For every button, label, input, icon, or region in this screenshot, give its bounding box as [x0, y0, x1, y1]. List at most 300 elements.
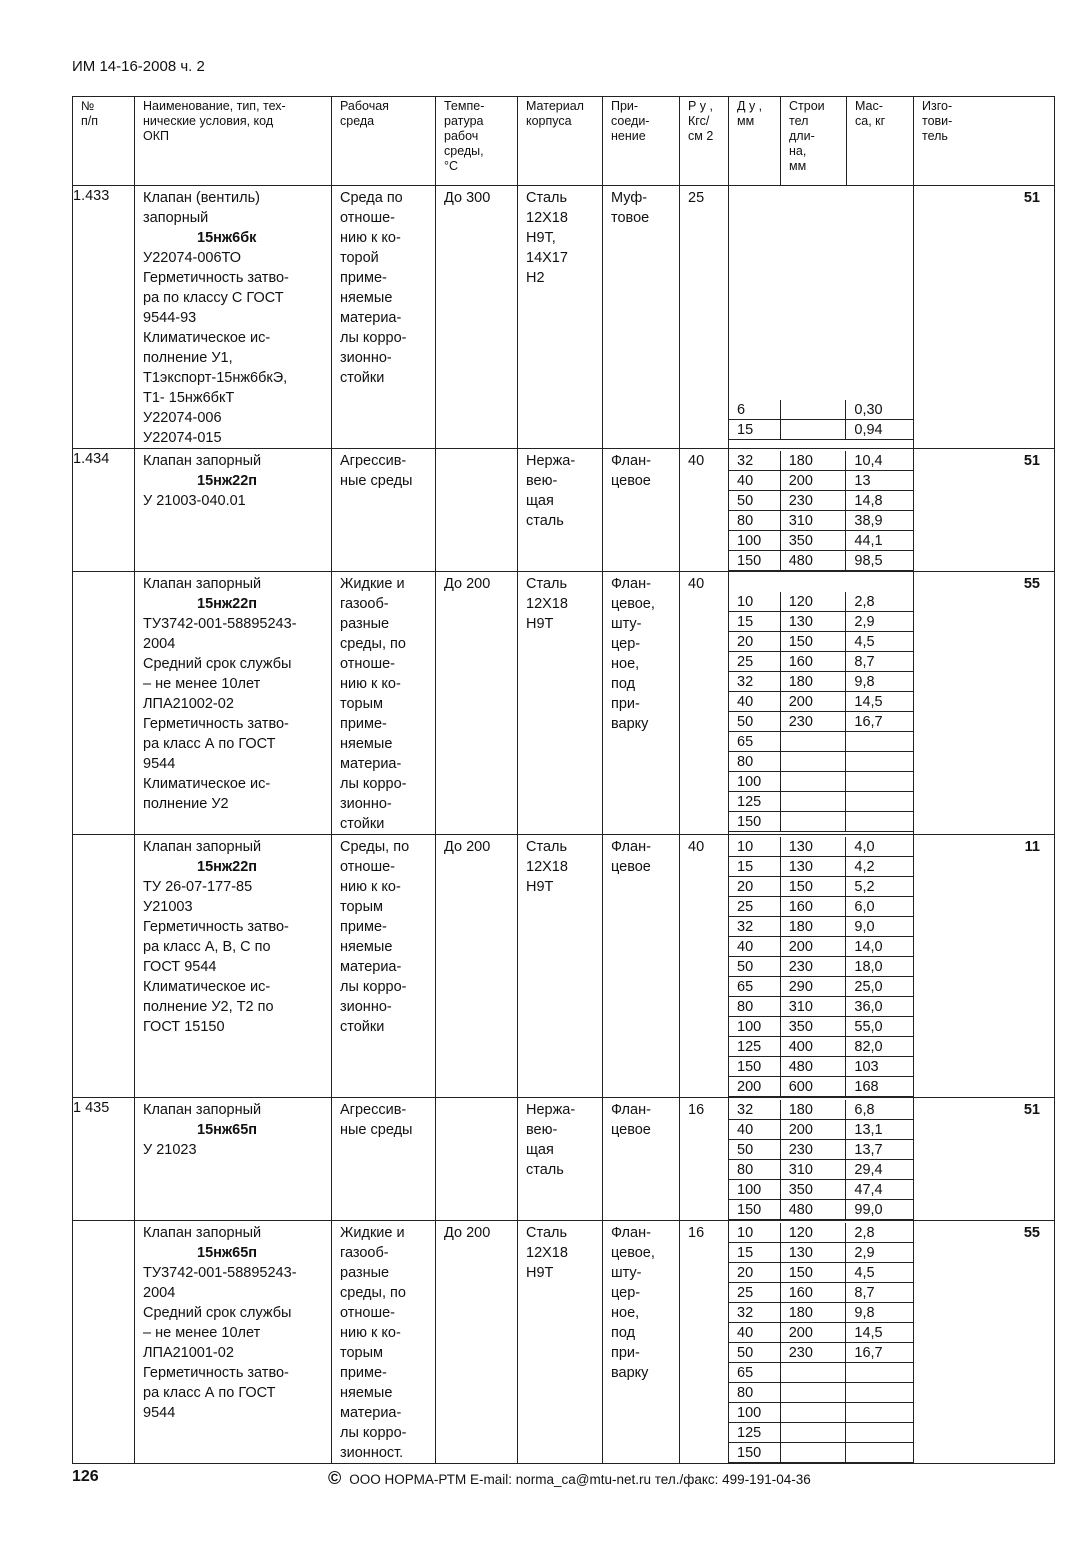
size-mass: [846, 752, 913, 772]
size-dy: 15: [729, 420, 781, 440]
size-dy: 100: [729, 772, 781, 792]
row-name-pre: Клапан запорный: [143, 1102, 262, 1118]
size-row: [729, 531, 913, 551]
size-length: 150: [781, 1263, 847, 1283]
size-length: 310: [781, 1160, 847, 1180]
row-number-cell: [73, 186, 135, 449]
row-sizes-cell: [729, 572, 914, 835]
size-mass: [846, 1443, 913, 1463]
row-manufacturer: 55: [1023, 1225, 1040, 1241]
size-row: [729, 1263, 913, 1283]
size-length: 200: [781, 1323, 847, 1343]
row-manufacturer-cell: [914, 835, 1055, 1098]
size-length: 180: [781, 672, 847, 692]
row-temp-cell: [436, 449, 518, 572]
row-name: [135, 835, 331, 1037]
row-number-cell: [73, 1221, 135, 1464]
size-dy: 20: [729, 1263, 781, 1283]
size-mass: 25,0: [846, 977, 913, 997]
size-row: [729, 592, 913, 612]
row-temp-cell: [436, 835, 518, 1098]
size-row: [729, 1017, 913, 1037]
document-code: ИМ 14-16-2008 ч. 2: [72, 58, 205, 75]
row-material: Сталь 12Х18 Н9Т: [526, 576, 568, 632]
size-dy: 50: [729, 491, 781, 511]
row-py: 40: [688, 453, 705, 469]
size-mass: 2,8: [846, 1223, 913, 1243]
row-connection: Муф- товое: [611, 190, 650, 226]
row-py-cell: [680, 1221, 729, 1464]
size-row: [729, 897, 913, 917]
size-length: [781, 1443, 847, 1463]
table-header-row: [73, 97, 1055, 186]
size-dy: 100: [729, 1403, 781, 1423]
row-py-cell: [680, 835, 729, 1098]
size-mass: 103: [846, 1057, 913, 1077]
sizes-list: [729, 449, 913, 571]
size-row: [729, 471, 913, 491]
size-row: [729, 1423, 913, 1443]
table-row: [73, 186, 1055, 449]
row-media-cell: [332, 572, 436, 835]
row-name-post: ТУ 26-07-177-85 У21003 Герметичность затво- ра класс А, В, С по ГОСТ 9544 Климатическое ис- полнение У2, Т2 по ГОСТ 15150: [143, 879, 289, 1035]
sizes-list: [729, 1098, 913, 1220]
size-mass: 10,4: [846, 451, 913, 471]
row-name-cell: [135, 835, 332, 1098]
size-mass: [846, 1363, 913, 1383]
size-length: 230: [781, 1140, 847, 1160]
size-mass: 4,5: [846, 1263, 913, 1283]
size-mass: 8,7: [846, 652, 913, 672]
row-media: Агрессив- ные среды: [340, 453, 413, 489]
size-dy: 20: [729, 877, 781, 897]
size-dy: 50: [729, 957, 781, 977]
size-dy: 125: [729, 1423, 781, 1443]
size-row: [729, 812, 913, 832]
row-material: Нержа- вею- щая сталь: [526, 453, 576, 529]
row-connection-cell: [603, 1098, 680, 1221]
size-length: 160: [781, 652, 847, 672]
row-connection-cell: [603, 572, 680, 835]
size-row: [729, 551, 913, 571]
size-length: [781, 1423, 847, 1443]
size-dy: 80: [729, 1383, 781, 1403]
size-row: [729, 792, 913, 812]
size-mass: 38,9: [846, 511, 913, 531]
row-py-cell: [680, 186, 729, 449]
size-length: 150: [781, 632, 847, 652]
size-length: [781, 772, 847, 792]
row-name-pre: Клапан запорный: [143, 453, 262, 469]
size-dy: 150: [729, 812, 781, 832]
size-mass: 4,5: [846, 632, 913, 652]
size-mass: 29,4: [846, 1160, 913, 1180]
size-length: 180: [781, 917, 847, 937]
row-material-cell: [518, 1098, 603, 1221]
size-length: [781, 812, 847, 832]
row-model: 15нж65п: [197, 1122, 258, 1138]
size-dy: 65: [729, 732, 781, 752]
row-manufacturer-cell: [914, 186, 1055, 449]
size-length: 130: [781, 1243, 847, 1263]
size-row: [729, 917, 913, 937]
size-row: [729, 1303, 913, 1323]
row-name: [135, 1098, 331, 1160]
sizes-list: [729, 1221, 913, 1463]
size-dy: 40: [729, 1120, 781, 1140]
row-name-post: У22074-006ТО Герметичность затво- ра по классу С ГОСТ 9544-93 Климатическое ис- полнение У1, Т1экспорт-15нж6бкЭ, Т1- 15нж6бкТ У22074-006 У22074-015: [143, 250, 289, 446]
size-mass: 18,0: [846, 957, 913, 977]
size-dy: 50: [729, 1140, 781, 1160]
size-dy: 25: [729, 897, 781, 917]
size-length: [781, 1403, 847, 1423]
row-manufacturer-cell: [914, 1221, 1055, 1464]
size-length: 160: [781, 897, 847, 917]
header-num: № п/п: [73, 97, 135, 186]
size-row: [729, 612, 913, 632]
size-length: 160: [781, 1283, 847, 1303]
size-mass: 47,4: [846, 1180, 913, 1200]
size-mass: 82,0: [846, 1037, 913, 1057]
row-media: Жидкие и газооб- разные среды, по отноше- нию к ко- торым приме- няемые материа- лы корро- зионност.: [340, 1225, 407, 1461]
row-name-pre: Клапан запорный: [143, 839, 262, 855]
size-dy: 80: [729, 752, 781, 772]
row-material-cell: [518, 572, 603, 835]
row-name: [135, 572, 331, 814]
row-name-post: ТУ3742-001-58895243- 2004 Средний срок службы – не менее 10лет ЛПА21001-02 Герметичность затво- ра класс А по ГОСТ 9544: [143, 1265, 297, 1421]
size-mass: [846, 732, 913, 752]
row-temp: До 200: [444, 576, 491, 592]
copyright-text: ООО НОРМА-РТМ E-mail: norma_ca@mtu-net.ru тел./факс: 499-191-04-36: [349, 1472, 811, 1487]
row-number: 1.434: [73, 451, 110, 467]
size-mass: 6,0: [846, 897, 913, 917]
size-dy: 40: [729, 1323, 781, 1343]
size-length: [781, 1363, 847, 1383]
size-dy: 50: [729, 1343, 781, 1363]
row-name-cell: [135, 449, 332, 572]
size-mass: 2,9: [846, 1243, 913, 1263]
row-material: Нержа- вею- щая сталь: [526, 1102, 576, 1178]
row-media: Агрессив- ные среды: [340, 1102, 413, 1138]
size-row: [729, 672, 913, 692]
size-dy: 6: [729, 400, 781, 420]
size-dy: 65: [729, 1363, 781, 1383]
row-name-cell: [135, 572, 332, 835]
sizes-list: [729, 835, 913, 1097]
size-mass: 0,94: [846, 420, 913, 440]
row-model: 15нж22п: [197, 473, 258, 489]
size-dy: 150: [729, 551, 781, 571]
size-mass: 9,0: [846, 917, 913, 937]
size-length: 400: [781, 1037, 847, 1057]
row-py: 40: [688, 576, 705, 592]
size-row: [729, 1443, 913, 1463]
table-body: [73, 186, 1055, 1464]
row-name-cell: [135, 1221, 332, 1464]
size-row: [729, 957, 913, 977]
row-connection: Флан- цевое, шту- цер- ное, под при- варку: [611, 1225, 655, 1381]
row-media: Среды, по отноше- нию к ко- торым приме- няемые материа- лы корро- зионно- стойки: [340, 839, 410, 1035]
size-length: 230: [781, 712, 847, 732]
row-manufacturer-cell: [914, 572, 1055, 835]
size-row: [729, 692, 913, 712]
row-media-cell: [332, 835, 436, 1098]
size-length: 180: [781, 451, 847, 471]
row-temp-cell: [436, 186, 518, 449]
row-temp: До 200: [444, 839, 491, 855]
row-temp-cell: [436, 1098, 518, 1221]
row-manufacturer: 51: [1023, 1102, 1040, 1118]
row-model: 15нж22п: [197, 859, 258, 875]
size-length: 120: [781, 592, 847, 612]
size-mass: 14,8: [846, 491, 913, 511]
size-mass: [846, 772, 913, 792]
row-name-post: У 21023: [143, 1142, 197, 1158]
table-row: [73, 835, 1055, 1098]
size-length: 180: [781, 1100, 847, 1120]
row-name-pre: Клапан (вентиль) запорный: [143, 190, 260, 226]
size-mass: 16,7: [846, 712, 913, 732]
row-number-cell: [73, 835, 135, 1098]
size-dy: 32: [729, 672, 781, 692]
row-temp: До 200: [444, 1225, 491, 1241]
row-sizes-cell: [729, 186, 914, 449]
row-sizes-cell: [729, 1098, 914, 1221]
size-dy: 15: [729, 857, 781, 877]
row-connection-cell: [603, 449, 680, 572]
header-py: Р у , Кгс/ см 2: [680, 97, 729, 186]
row-connection-cell: [603, 186, 680, 449]
size-row: [729, 652, 913, 672]
size-length: 350: [781, 1180, 847, 1200]
size-row: [729, 1200, 913, 1220]
row-material: Сталь 12Х18 Н9Т: [526, 839, 568, 895]
size-dy: 15: [729, 1243, 781, 1263]
row-py: 16: [688, 1225, 705, 1241]
row-py-cell: [680, 572, 729, 835]
size-dy: 10: [729, 837, 781, 857]
size-mass: 98,5: [846, 551, 913, 571]
size-dy: 10: [729, 1223, 781, 1243]
size-row: [729, 1100, 913, 1120]
row-model: 15нж22п: [197, 596, 258, 612]
size-mass: 2,8: [846, 592, 913, 612]
size-mass: [846, 1383, 913, 1403]
size-mass: 2,9: [846, 612, 913, 632]
size-row: [729, 732, 913, 752]
table-row: [73, 572, 1055, 835]
size-mass: [846, 792, 913, 812]
size-length: 200: [781, 471, 847, 491]
row-connection-cell: [603, 1221, 680, 1464]
row-material-cell: [518, 186, 603, 449]
size-dy: 200: [729, 1077, 781, 1097]
size-length: 350: [781, 531, 847, 551]
row-model: 15нж65п: [197, 1245, 258, 1261]
row-material: Сталь 12Х18 Н9Т: [526, 1225, 568, 1281]
row-name: [135, 449, 331, 511]
size-row: [729, 1180, 913, 1200]
size-length: 150: [781, 877, 847, 897]
copyright-icon: ©: [328, 1468, 342, 1488]
row-py-cell: [680, 449, 729, 572]
size-dy: 100: [729, 1180, 781, 1200]
header-material: Материал корпуса: [518, 97, 603, 186]
size-dy: 80: [729, 997, 781, 1017]
table-row: [73, 449, 1055, 572]
valve-spec-table: [72, 96, 1055, 1464]
size-mass: 6,8: [846, 1100, 913, 1120]
size-dy: 150: [729, 1200, 781, 1220]
size-mass: 14,5: [846, 1323, 913, 1343]
row-number-cell: [73, 449, 135, 572]
size-length: 290: [781, 977, 847, 997]
size-dy: 150: [729, 1057, 781, 1077]
row-media-cell: [332, 186, 436, 449]
header-dy: Д у , мм: [729, 97, 781, 186]
header-connection: При- соеди- нение: [603, 97, 680, 186]
row-name: [135, 1221, 331, 1423]
size-length: 480: [781, 1200, 847, 1220]
size-row: [729, 511, 913, 531]
size-row: [729, 491, 913, 511]
header-length: Строи тел дли- на, мм: [781, 97, 847, 186]
row-connection-cell: [603, 835, 680, 1098]
size-row: [729, 712, 913, 732]
row-manufacturer: 51: [1023, 453, 1040, 469]
row-name-post: ТУ3742-001-58895243- 2004 Средний срок службы – не менее 10лет ЛПА21002-02 Герметичность затво- ра класс А по ГОСТ 9544 Климатическое ис- полнение У2: [143, 616, 297, 812]
row-manufacturer: 51: [1023, 190, 1040, 206]
size-dy: 65: [729, 977, 781, 997]
row-media-cell: [332, 1221, 436, 1464]
row-name-pre: Клапан запорный: [143, 576, 262, 592]
row-name-pre: Клапан запорный: [143, 1225, 262, 1241]
size-row: [729, 1403, 913, 1423]
size-length: 130: [781, 837, 847, 857]
row-connection: Флан- цевое: [611, 453, 651, 489]
copyright-line: [328, 1468, 811, 1489]
size-mass: 55,0: [846, 1017, 913, 1037]
row-number-cell: [73, 572, 135, 835]
size-dy: 32: [729, 917, 781, 937]
size-row: [729, 997, 913, 1017]
size-dy: 80: [729, 511, 781, 531]
size-dy: 40: [729, 692, 781, 712]
size-dy: 40: [729, 937, 781, 957]
row-number: 1 435: [73, 1100, 110, 1116]
size-row: [729, 877, 913, 897]
row-py: 40: [688, 839, 705, 855]
size-length: 230: [781, 491, 847, 511]
size-length: [781, 1383, 847, 1403]
size-row: [729, 400, 913, 420]
size-length: [781, 792, 847, 812]
size-row: [729, 937, 913, 957]
size-length: 200: [781, 692, 847, 712]
size-length: 200: [781, 937, 847, 957]
size-dy: 125: [729, 792, 781, 812]
row-temp: [436, 449, 517, 451]
size-mass: 13,7: [846, 1140, 913, 1160]
size-mass: 14,0: [846, 937, 913, 957]
row-temp-cell: [436, 572, 518, 835]
size-row: [729, 1120, 913, 1140]
row-name: [135, 186, 331, 448]
size-mass: 4,2: [846, 857, 913, 877]
row-sizes-cell: [729, 449, 914, 572]
row-media-cell: [332, 1098, 436, 1221]
size-row: [729, 1343, 913, 1363]
size-mass: 99,0: [846, 1200, 913, 1220]
size-row: [729, 1283, 913, 1303]
size-length: 480: [781, 551, 847, 571]
size-length: 310: [781, 997, 847, 1017]
size-row: [729, 1140, 913, 1160]
size-row: [729, 837, 913, 857]
size-row: [729, 1223, 913, 1243]
size-mass: 16,7: [846, 1343, 913, 1363]
size-dy: 25: [729, 1283, 781, 1303]
size-length: [781, 752, 847, 772]
header-media: Рабочая среда: [332, 97, 436, 186]
size-row: [729, 451, 913, 471]
size-mass: 9,8: [846, 1303, 913, 1323]
size-row: [729, 1160, 913, 1180]
size-row: [729, 632, 913, 652]
size-dy: 32: [729, 1100, 781, 1120]
row-number-cell: [73, 1098, 135, 1221]
size-length: 480: [781, 1057, 847, 1077]
table-row: [73, 1098, 1055, 1221]
size-length: 230: [781, 1343, 847, 1363]
row-number: 1.433: [73, 188, 110, 204]
size-dy: 20: [729, 632, 781, 652]
size-mass: 8,7: [846, 1283, 913, 1303]
size-row: [729, 977, 913, 997]
size-mass: 168: [846, 1077, 913, 1097]
size-dy: 40: [729, 471, 781, 491]
row-media: Жидкие и газооб- разные среды, по отноше- нию к ко- торым приме- няемые материа- лы корро- зионно- стойки: [340, 576, 407, 832]
row-temp-cell: [436, 1221, 518, 1464]
size-length: 230: [781, 957, 847, 977]
row-material-cell: [518, 449, 603, 572]
row-sizes-cell: [729, 1221, 914, 1464]
size-mass: [846, 1403, 913, 1423]
sizes-list: [729, 186, 913, 440]
size-mass: 14,5: [846, 692, 913, 712]
size-length: [781, 420, 847, 440]
row-manufacturer: 55: [1023, 576, 1040, 592]
size-dy: 125: [729, 1037, 781, 1057]
sizes-list: [729, 572, 913, 832]
size-length: 130: [781, 857, 847, 877]
row-name-cell: [135, 186, 332, 449]
row-py: 16: [688, 1102, 705, 1118]
size-dy: 100: [729, 1017, 781, 1037]
size-mass: 9,8: [846, 672, 913, 692]
size-mass: 5,2: [846, 877, 913, 897]
header-mass: Мас- са, кг: [847, 97, 914, 186]
size-length: 130: [781, 612, 847, 632]
size-row: [729, 752, 913, 772]
row-name-cell: [135, 1098, 332, 1221]
size-length: [781, 400, 847, 420]
size-dy: 32: [729, 451, 781, 471]
size-mass: 13: [846, 471, 913, 491]
row-sizes-cell: [729, 835, 914, 1098]
size-length: [781, 732, 847, 752]
size-length: 600: [781, 1077, 847, 1097]
